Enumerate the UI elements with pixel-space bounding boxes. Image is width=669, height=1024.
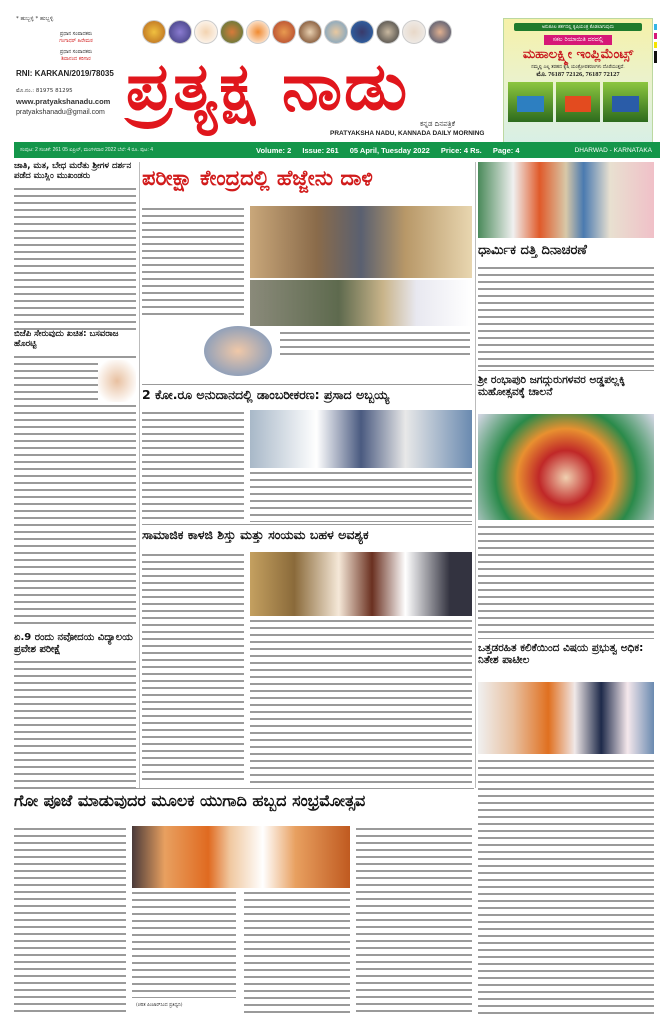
- article-right-3[interactable]: [478, 642, 654, 666]
- portrait-icon: [220, 20, 244, 44]
- mid2-body: [142, 410, 244, 520]
- price: Price: 4 Rs.: [440, 145, 482, 155]
- right2-photo: [478, 414, 654, 520]
- mid2-photo: [250, 410, 472, 468]
- ad-images: [508, 82, 648, 122]
- article-body: [14, 659, 136, 789]
- portrait-icon: [324, 20, 348, 44]
- mid3-columns: [250, 618, 472, 784]
- phone-number: ಮೊ.ನಂ.: 81975 81295: [16, 88, 73, 94]
- photo-credit: (ಚರಿತ ಪಿಂಜಾರ್‌ಸಿಂದ ಪ್ರತಿಧ್ವನಿ): [136, 1003, 183, 1008]
- bottom-photo: [132, 826, 350, 888]
- headline: ಗೋ ಪೂಜೆ ಮಾಡುವುದರ ಮೂಲಕ ಯುಗಾದಿ ಹಬ್ಬದ ಸಂಭ್ರಮೋತ್ಸವ: [14, 791, 366, 810]
- article-body: [478, 265, 654, 367]
- lead-photo-2: [250, 280, 472, 326]
- portrait-row: [142, 20, 452, 44]
- masthead: [0, 0, 669, 150]
- article-right-1[interactable]: [478, 244, 654, 367]
- portrait-icon: [272, 20, 296, 44]
- logo-subtitle: ಕನ್ನಡ ದಿನಪತ್ರಿಕೆ: [420, 120, 456, 128]
- issue-info-english: [256, 146, 529, 155]
- headline: ಒತ್ತಡರಹಿತ ಕಲಿಕೆಯಿಂದ ವಿಷಯ ಪ್ರಭುತ್ವ ಅಧಿಕ: ನಿತೇಶ ಪಾಟೀಲ: [478, 642, 644, 667]
- mid3-photo: [250, 552, 472, 616]
- article-mid-3[interactable]: [142, 528, 472, 542]
- lead-body-1: [142, 206, 244, 316]
- article-lead[interactable]: [142, 166, 472, 190]
- issue-info-kannada: ಸಂಪುಟ: 2 ಸಂಚಿಕೆ: 261 05 ಏಪ್ರಿಲ್, ಮಂಗಳವಾರ 2022 ಬೆಲೆ: 4 ರೂ. ಪುಟ: 4: [20, 147, 154, 153]
- plough-image: [508, 82, 553, 122]
- mid2-columns: [250, 470, 472, 522]
- bottom-body-2: [132, 890, 236, 998]
- lead-photo-inset: [204, 326, 272, 376]
- portrait-icon: [246, 20, 270, 44]
- logo-english: PRATYAKSHA NADU, KANNADA DAILY MORNING: [330, 130, 485, 137]
- headline: ಶ್ರೀ ರಂಭಾಪುರಿ ಜಗದ್ಗುರುಗಳವರ ಅಡ್ಡಪಲ್ಲಕ್ಕಿ ಮಹೋತ್ಸವಕ್ಕೆ ಚಾಲನೆ: [478, 374, 625, 399]
- portrait-icon: [376, 20, 400, 44]
- lead-caption: [280, 330, 470, 356]
- rotavator-image: [556, 82, 601, 122]
- issue: Issue: 261: [302, 145, 339, 155]
- editor-2: ಪ್ರಧಾನ ಸಂಪಾದಕರು ಶಿವಾನಂದ ಕರಿಗಾರ: [59, 49, 93, 62]
- article-right-2[interactable]: [478, 374, 654, 398]
- newspaper-logo: ಪ್ರತ್ಯಕ್ಷ ನಾಡು: [126, 48, 410, 125]
- right3-photo: [478, 682, 654, 754]
- tagline: * ಹುಬ್ಬಳ್ಳಿ * ಹುಬ್ಬಳ್ಳಿ: [16, 16, 54, 22]
- bottom-body-4: [356, 826, 472, 1016]
- section-divider: [478, 370, 654, 371]
- right3-body: [478, 758, 654, 1018]
- headline: ಏ.9 ರಂದು ನವೋದಯ ವಿದ್ಯಾಲಯ ಪ್ರವೇಶ ಪರೀಕ್ಷೆ: [14, 632, 133, 655]
- article-bottom[interactable]: [14, 792, 474, 810]
- portrait-icon: [428, 20, 452, 44]
- section-divider: [14, 788, 474, 789]
- website-link[interactable]: www.pratyakshanadu.com: [16, 97, 111, 106]
- headline: ಬಿಜೆಪಿ ಸೇರುವುದು ಖಚಿತ: ಬಸವರಾಜ ಹೊರಟ್ಟಿ: [14, 329, 119, 349]
- trailer-image: [603, 82, 648, 122]
- headline: ಪರೀಕ್ಷಾ ಕೇಂದ್ರದಲ್ಲಿ ಹೆಜ್ಜೇನು ದಾಳಿ: [142, 166, 373, 190]
- advertisement[interactable]: ಅನುಕೂಲ ಶರ್ತದಲ್ಲಿ ಕೃಷಿಯಂತ್ರ ಕೊಡಲಾಗುವುದು ಸಕಲ ರಿಯಾಯಿತಿ ದರದಲ್ಲಿ ಮಹಾಲಕ್ಷ್ಮೀ ಇಂಪ್ಲಿಮೆಂಟ್ಸ್ ನಮ್ಮಲ್ಲಿ ಎಲ್ಲ ತರಹದ ಕೃಷಿ ಯಂತ್ರೋಪಕರಣಗಳು ದೊರೆಯುತ್ತವೆ. ಮೊ. 76187 72126, 76187 72127: [503, 18, 653, 146]
- portrait-icon: [350, 20, 374, 44]
- headline: ಧಾರ್ಮಿಕ ದತ್ತಿ ದಿನಾಚರಣೆ: [478, 243, 587, 258]
- ad-brand: ಮಹಾಲಕ್ಷ್ಮೀ ಇಂಪ್ಲಿಮೆಂಟ್ಸ್: [522, 47, 634, 62]
- section-divider: [478, 638, 654, 639]
- bottom-body-3: [244, 890, 350, 1016]
- article-body: [14, 186, 136, 334]
- registration-marks: [654, 24, 657, 66]
- article-mid-2[interactable]: [142, 388, 472, 402]
- masthead-info: [16, 16, 136, 116]
- volume: Volume: 2: [256, 145, 292, 155]
- headline: 2 ಕೋ.ರೂ ಅನುದಾನದಲ್ಲಿ ಡಾಂಬರೀಕರಣ: ಪ್ರಸಾದ ಅಬ್ಬಯ್ಯ: [142, 387, 390, 402]
- portrait-icon: [168, 20, 192, 44]
- article-left-2[interactable]: [14, 330, 136, 624]
- mid3-body: [142, 552, 244, 782]
- ad-phone: ಮೊ. 76187 72126, 76187 72127: [536, 71, 620, 78]
- column-divider: [139, 162, 140, 788]
- lead-photo-1: [250, 206, 472, 278]
- article-left-3[interactable]: [14, 632, 136, 789]
- rni-number: RNI: KARKAN/2019/78035: [16, 69, 114, 78]
- portrait-icon: [298, 20, 322, 44]
- article-left-1[interactable]: [14, 162, 136, 334]
- right2-body: [478, 524, 654, 634]
- horatti-photo: [98, 360, 136, 402]
- issue-info-bar: [14, 142, 660, 158]
- place: DHARWAD - KARNATAKA: [574, 146, 652, 154]
- portrait-icon: [142, 20, 166, 44]
- portrait-icon: [402, 20, 426, 44]
- editor-1: ಪ್ರಧಾನ ಸಂಪಾದಕರು ಗಂಗಾಧರ್ ಹಿರೇಮಠ: [59, 31, 93, 44]
- column-divider: [475, 162, 476, 788]
- portrait-icon: [194, 20, 218, 44]
- headline: ಸಾಮಾಜಿಕ ಕಾಳಜಿ ಶಿಸ್ತು ಮತ್ತು ಸಂಯಮ ಬಹಳ ಅವಶ್ಯಕ: [142, 527, 369, 542]
- section-divider: [142, 524, 472, 525]
- bottom-body-1: [14, 826, 126, 1016]
- page: Page: 4: [492, 145, 520, 155]
- right1-photo: [478, 162, 654, 238]
- headline: ಜಾತಿ, ಮತ, ಬೇಧ ಮರೆತು ಶ್ರೀಗಳ ದರ್ಶನ ಪಡೆದ ಮುಸ್ಲಿಂ ಮುಖಂಡರು: [14, 161, 132, 181]
- email-link[interactable]: pratyakshanadu@gmail.com: [16, 109, 105, 116]
- section-divider: [142, 384, 472, 385]
- date: 05 April, Tuesday 2022: [349, 145, 430, 155]
